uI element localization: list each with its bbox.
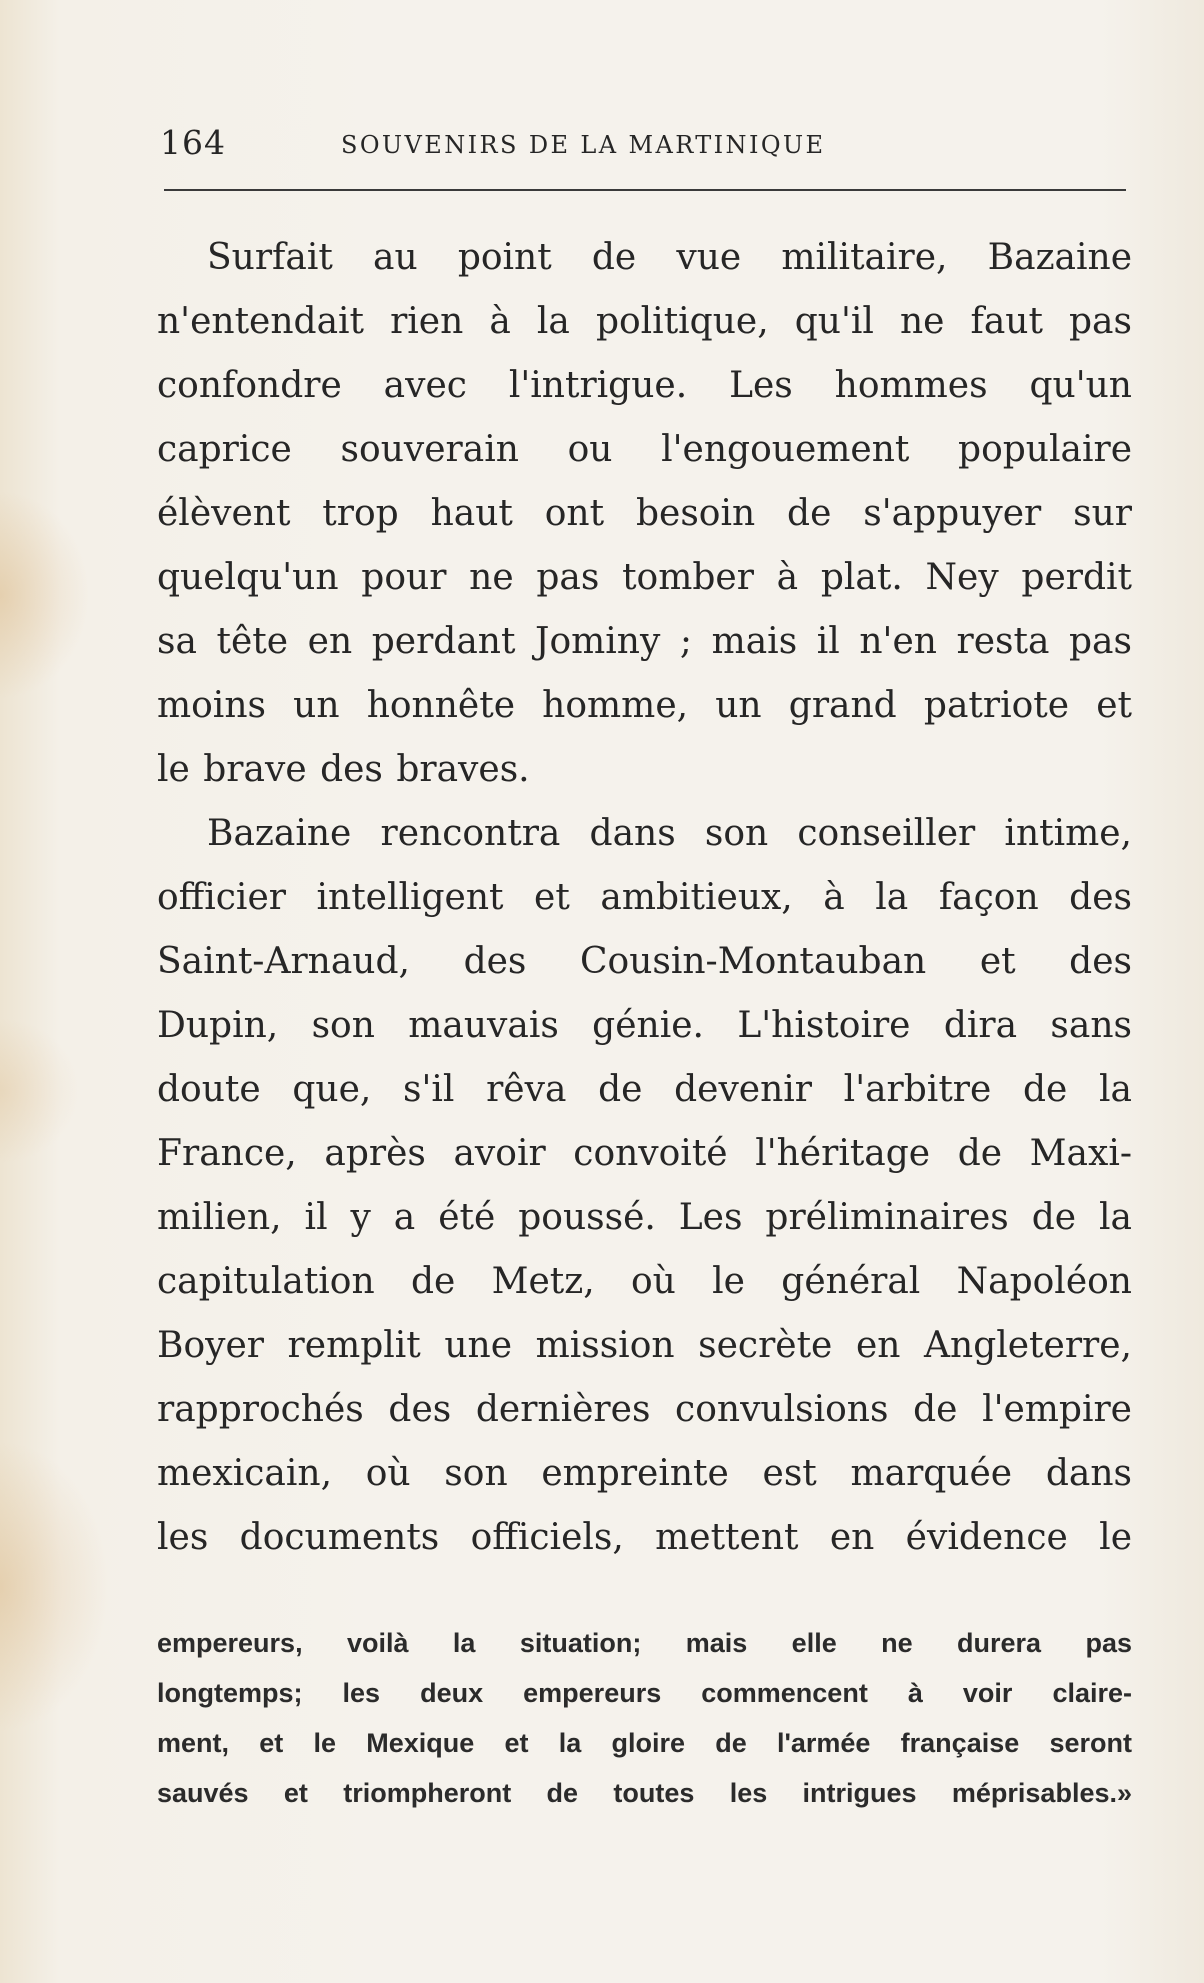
- text-line: moins un honnête homme, un grand patriote et: [157, 685, 1132, 726]
- text-line: quelqu'un pour ne pas tomber à plat. Ney perdit: [157, 557, 1132, 598]
- text-line: officier intelligent et ambitieux, à la façon des: [157, 877, 1132, 918]
- text-line: confondre avec l'intrigue. Les hommes qu'un: [157, 365, 1132, 406]
- text-line: Surfait au point de vue militaire, Bazaine: [207, 237, 1132, 278]
- main-text: [157, 226, 1132, 1570]
- footnote-line: longtemps; les deux empereurs commencent à voir claire-: [157, 1678, 1132, 1708]
- text-line: mexicain, où son empreinte est marquée dans: [157, 1453, 1132, 1494]
- footnote-line: empereurs, voilà la situation; mais elle ne durera pas: [157, 1628, 1132, 1658]
- text-line: rapprochés des dernières convulsions de l'empire: [157, 1389, 1132, 1430]
- text-line: sa tête en perdant Jominy ; mais il n'en resta pas: [157, 621, 1132, 662]
- header-divider: [164, 189, 1126, 191]
- text-line: capitulation de Metz, où le général Napoléon: [157, 1261, 1132, 1302]
- footnote-line: ment, et le Mexique et la gloire de l'armée française seront: [157, 1728, 1132, 1758]
- text-line: Dupin, son mauvais génie. L'histoire dira sans: [157, 1005, 1132, 1046]
- text-line: Boyer remplit une mission secrète en Angleterre,: [157, 1325, 1132, 1366]
- text-line: le brave des braves.: [157, 749, 530, 790]
- footnote-line: sauvés et triompheront de toutes les intrigues méprisables.»: [157, 1778, 1132, 1808]
- page-header: [160, 118, 1126, 168]
- text-line: les documents officiels, mettent en évidence le: [157, 1517, 1132, 1558]
- text-line: doute que, s'il rêva de devenir l'arbitre de la: [157, 1069, 1132, 1110]
- text-line: Bazaine rencontra dans son conseiller intime,: [207, 813, 1132, 854]
- text-line: caprice souverain ou l'engouement populaire: [157, 429, 1132, 470]
- paragraph-1: [157, 226, 1132, 802]
- footnote: [157, 1618, 1132, 1818]
- text-line: élèvent trop haut ont besoin de s'appuyer sur: [157, 493, 1132, 534]
- running-title: SOUVENIRS DE LA MARTINIQUE: [341, 131, 826, 159]
- page-number: 164: [160, 123, 226, 162]
- text-line: milien, il y a été poussé. Les préliminaires de la: [157, 1197, 1132, 1238]
- paragraph-2: [157, 802, 1132, 1570]
- text-line: France, après avoir convoité l'héritage de Maxi-: [157, 1133, 1132, 1174]
- text-line: n'entendait rien à la politique, qu'il ne faut pas: [157, 301, 1132, 342]
- text-line: Saint-Arnaud, des Cousin-Montauban et des: [157, 941, 1132, 982]
